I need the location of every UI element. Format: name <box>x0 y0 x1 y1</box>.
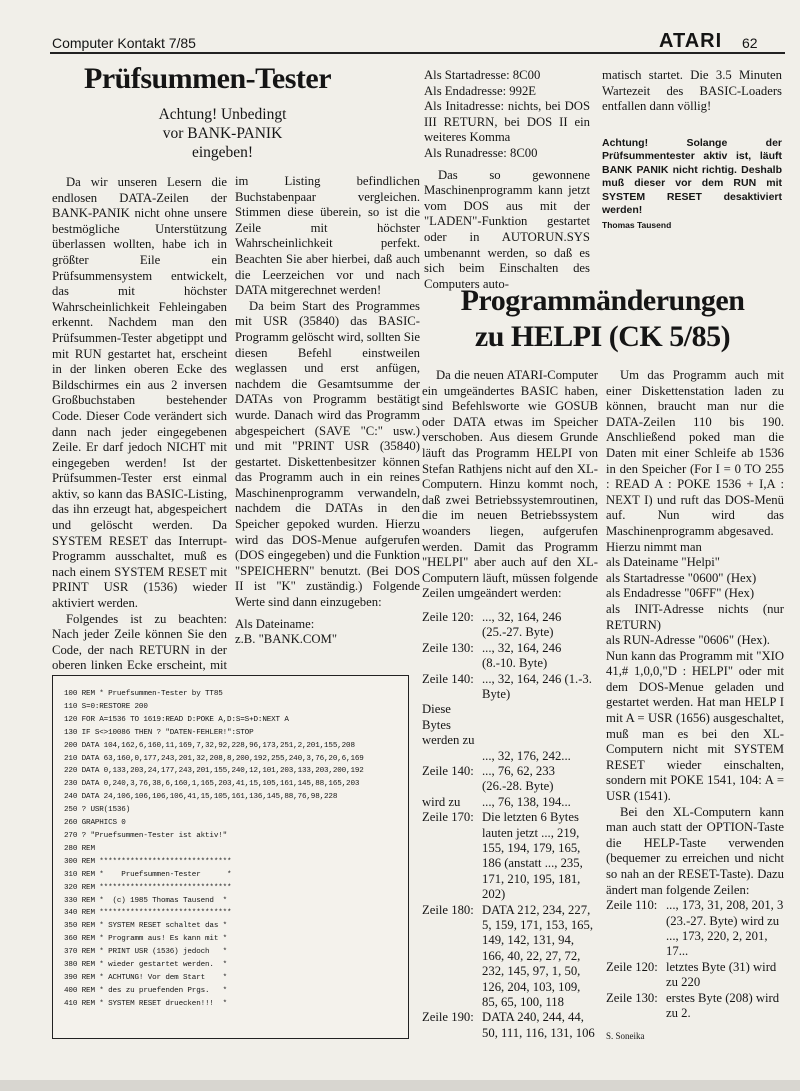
change-row <box>422 610 598 641</box>
changes-list-2 <box>606 898 784 1021</box>
change-line-label: wird zu <box>422 794 461 809</box>
paragraph: Nun kann das Programm mit "XIO 41,# 1,0,0,"D : HELPI" oder mit dem DOS-Menue geladen und gestartet werden. Hat man HELP I mit A = USR (1656) ausgeschaltet, muß man es bei den XL-Computern nicht mit SYSTEM RESET wieder einschalten, sondern mit POKE 1541, 104: A = USR (1541). <box>606 648 784 804</box>
article-subhead <box>120 105 325 162</box>
code-listing <box>52 675 409 1039</box>
change-value: ..., 76, 138, 194... <box>482 794 571 809</box>
paragraph: als Endadresse "06FF" (Hex) <box>606 586 755 601</box>
paragraph: Um das Programm auch mit einer Diskettenstation laden zu können, braucht man nur die DATA-Zeilen 110 bis 190. Anschließend poked man die Daten mit einer Schleife ab 1536 in den Speicher (For I = 0 TO 255 : READ A : POKE 1536 + I,A : NEXT I) und ruft das DOS-Menü auf. Nun wird das Maschinenprogramm abgesaved. <box>606 368 784 538</box>
paragraph: als Dateiname "Helpi" <box>606 555 720 570</box>
change-value: letztes Byte (31) wird zu 220 <box>666 959 777 990</box>
listing-text: 100 REM * Pruefsummen-Tester by TT85 110 S=0:RESTORE 200 120 FOR A=1536 TO 1619:READ D:POKE A,D:S=S+D:NEXT A 130 IF S<>10086 THEN ? "DATEN-FEHLER!":STOP 200 DATA 104,162,6,160,11,169,7,32,92,228,96,173,251,2,201,155,208 210 DATA 63,160,0,177,243,201,32,208,8,200,192,255,240,3,76,20,6,169 220 DATA 0,133,203,24,177,243,201,155,240,12,101,203,133,203,200,192 230 DATA 0,240,3,76,38,6,160,1,165,203,41,15,105,161,145,88,165,203 240 DATA 24,106,106,106,106,41,15,105,161,136,145,88,76,98,228 250 ? USR(1536) 260 GRAPHICS 0 270 ? "Pruefsummen-Tester ist aktiv!" 280 REM 300 REM ****************************** 310 REM * Pruefsummen-Tester * 320 REM ****************************** 330 REM * (c) 1985 Thomas Tausend * 340 REM ****************************** 350 REM * SYSTEM RESET schaltet das * 360 REM * Programm aus! Es kann mit * 370 REM * PRINT USR (1536) jedoch * 380 REM * wieder gestartet werden. * 390 REM * ACHTUNG! Vor dem Start * 400 REM * des zu pruefenden Prgs. * 410 REM * SYSTEM RESET druecken!!! * <box>64 690 364 1008</box>
paragraph: Da wir unseren Lesern die endlosen DATA-Zeilen der BANK-PANIK nicht ohne unsere bestmögliche Unterstützung überlassen wollten, habe ich in größter Eile ein Prüfsummensystem entwickelt, das mit höchster Wahrscheinlichkeit Fehleingaben erkennt. Nachdem man den Prüfsummen-Tester abgetippt und mit RUN gestartet hat, erscheint in der linken oberen Ecke des Bildschirmes ein aus 2 inversen Großbuchstaben bestehender Code. Dieser Code verändert sich dann nach jeder eingegebenen Zeile. Er darf jedoch NICHT mit eingegeben werden! Ist der Prüfsummen-Tester erst einmal aktiv, so kann das BASIC-Listing, das ihn erzeugt hat, abgespeichert und gelöscht werden. Da SYSTEM RESET das Interrupt-Programm ausschaltet, muß es nach einem SYSTEM RESET mit PRINT USR (1536) wieder aktiviert werden. <box>52 175 227 611</box>
paragraph: Als Initadresse: nichts, bei DOS III RETURN, bei DOS II ein weiteres Komma <box>424 99 590 145</box>
change-line-label: Diese Bytes werden zu <box>422 702 475 748</box>
change-line-label: Zeile 170: <box>422 810 474 825</box>
change-row <box>606 991 784 1022</box>
change-value: ..., 32, 164, 246 (25.-27. Byte) <box>482 609 562 640</box>
paragraph: Als Startadresse: 8C00 <box>424 68 541 82</box>
page-header-section: ATARI <box>659 30 723 52</box>
header-rule <box>50 52 785 54</box>
change-value: DATA 240, 244, 44, 50, 111, 116, 131, 106 <box>482 1010 595 1040</box>
paragraph: Als Endadresse: 992E <box>424 83 537 98</box>
change-line-label: Zeile 130: <box>606 990 658 1005</box>
change-line-label: Zeile 180: <box>422 902 474 917</box>
warning-note: Achtung! Solange der Prüfsummentester aktiv ist, läuft BANK PANIK nicht richtig. Deshalb muß dieser vor dem RUN mit SYSTEM RESET desaktiviert werden! <box>602 136 782 217</box>
article2-column-2 <box>606 368 784 1045</box>
paragraph: Hierzu nimmt man <box>606 539 702 554</box>
change-value: ..., 32, 176, 242... <box>482 748 571 763</box>
paragraph: z.B. "BANK.COM" <box>235 632 337 647</box>
paragraph: Als Dateiname: <box>235 616 315 631</box>
paragraph: Da beim Start des Programmes mit USR (35840) das BASIC-Programm gelöscht wird, sollten Sie diesen Befehl einstweilen weglassen und erst anfügen, nachdem die Gesamtsumme der DATAs von Programm bestätigt wurde. Danach wird das Programm abgespeichert (SAVE "C:" usw.) und mit "PRINT USR (35840) gestartet. Diskettenbesitzer können das Programm auch in ein reines Maschinenprogramm verwandeln, nachdem die DATAs in den Speicher gepoked wurden. Hierzu wird das DOS-Menue aufgerufen (DOS eingegeben) und die Funktion "SPEICHERN" benutzt. (Bei DOS II ist "K" zuständig.) Folgende Werte sind dann einzugeben: <box>235 298 421 610</box>
change-value: ..., 32, 164, 246 (1.-3. Byte) <box>482 671 592 701</box>
paragraph: Das so gewonnene Maschinenprogramm kann jetzt vom DOS aus mit der "LADEN"-Funktion gestartet oder in AUTORUN.SYS umbenannt werden, so daß es sich beim Einschalten des Computers auto- <box>424 167 590 291</box>
change-line-label: Zeile 140: <box>422 763 474 778</box>
change-row <box>422 810 598 902</box>
change-line-label: Zeile 110: <box>606 898 658 913</box>
change-line-label: Zeile 130: <box>422 640 474 655</box>
article-column-4 <box>602 68 782 233</box>
page-number: 62 <box>742 35 758 51</box>
change-row <box>422 702 598 764</box>
change-row <box>422 1010 598 1041</box>
change-value: erstes Byte (208) wird zu 2. <box>666 990 780 1021</box>
paragraph: als Startadresse "0600" (Hex) <box>606 570 757 585</box>
change-row <box>606 960 784 991</box>
page-bottom-edge <box>0 1080 800 1091</box>
subhead-line: Achtung! Unbedingt <box>158 106 287 123</box>
change-row <box>422 795 598 810</box>
paragraph: im Listing befindlichen Buchstabenpaar vergleichen. Stimmen diese überein, so ist die Zeile mit höchster Wahrscheinlichkeit perfekt. Beachten Sie aber hierbei, daß auch die Leerzeichen vor und nach DATA mitgerechnet werden! <box>235 174 420 298</box>
change-line-label: Zeile 120: <box>422 609 474 624</box>
change-line-label: Zeile 190: <box>422 1010 474 1025</box>
article-title: Prüfsummen-Tester <box>84 62 332 95</box>
change-value: ..., 76, 62, 233 (26.-28. Byte) <box>482 763 555 794</box>
paragraph: Als Runadresse: 8C00 <box>424 145 538 160</box>
change-line-label: Zeile 120: <box>606 959 658 974</box>
article2-column-1 <box>422 368 598 1041</box>
changes-list <box>422 610 598 1041</box>
title-line: Programmänderungen <box>460 284 745 317</box>
change-value: DATA 212, 234, 227, 5, 159, 171, 153, 165, 149, 142, 131, 94, 166, 40, 22, 27, 72, 232, 145, 97, 1, 50, 126, 204, 103, 109, 85, 65, 100, 118 <box>482 902 594 1010</box>
paragraph: Bei den XL-Computern kann man auch statt der OPTION-Taste die HELP-Taste verwenden (bequemer zu erreichen und nicht so nah an der RESET-Taste). Dazu ändert man folgende Zeilen: <box>606 804 784 897</box>
change-value: ..., 32, 164, 246 (8.-10. Byte) <box>482 640 562 671</box>
change-row <box>422 672 598 703</box>
change-value: Die letzten 6 Bytes lauten jetzt ..., 219, 155, 194, 179, 165, 186 (anstatt ..., 235, 171, 210, 195, 181, 202) <box>482 810 583 902</box>
page-header-left: Computer Kontakt 7/85 <box>52 35 196 51</box>
article-column-2 <box>235 174 420 648</box>
paragraph: als RUN-Adresse "0606" (Hex). <box>606 633 770 648</box>
author-signature: S. Soneika <box>606 1031 645 1042</box>
paragraph: als INIT-Adresse nichts (nur RETURN) <box>606 601 784 632</box>
title-line: zu HELPI (CK 5/85) <box>474 320 731 353</box>
subhead-line: eingeben! <box>191 144 254 161</box>
change-row <box>422 764 598 795</box>
article-column-3 <box>424 68 590 292</box>
subhead-line: vor BANK-PANIK <box>162 125 283 142</box>
paragraph: matisch startet. Die 3.5 Minuten Wartezeit des BASIC-Loaders entfallen dann völlig! <box>602 68 782 114</box>
change-line-label: Zeile 140: <box>422 671 474 686</box>
change-value: ..., 173, 31, 208, 201, 3 (23.-27. Byte) wird zu ..., 173, 220, 2, 201, 17... <box>666 898 784 959</box>
author-signature: Thomas Tausend <box>602 219 672 230</box>
paragraph: Folgendes ist zu beachten: Nach jeder Zeile können Sie den Code, der nach RETURN in der oberen linken Ecke erscheint, mit <box>52 611 227 673</box>
article-column-1 <box>52 175 227 690</box>
article-title-2 <box>410 283 795 355</box>
paragraph: Da die neuen ATARI-Computer ein umgeändertes BASIC haben, sind Befehlsworte wie GOSUB oder DATA etwas im Speicher verschoben. Aus diesem Grunde läuft das Programm HELPI von Stefan Rathjens nicht auf den XL-Computern. Hinzu kommt noch, daß zwei Betriebssystemroutinen, die im neuen Betriebssystem woanders liegen, aufgerufen werden. Damit das Programm "HELPI" aber auch auf den XL-Computern läuft, müssen folgende Zeilen umgeändert werden: <box>422 368 598 601</box>
change-row <box>422 903 598 1011</box>
change-row <box>606 898 784 960</box>
change-row <box>422 641 598 672</box>
